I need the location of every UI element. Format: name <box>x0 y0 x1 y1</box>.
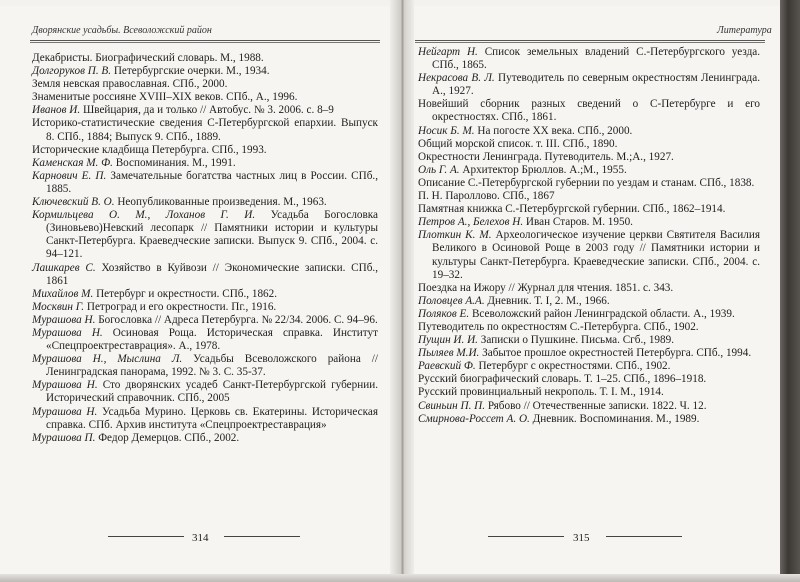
entry-author: Раевский Ф. <box>418 360 476 373</box>
bibliography-entry <box>418 400 760 413</box>
entry-text: Усадьба Мурино. Церковь св. Екатерины. Историческая справка. СПб. Архив института «Спецпроектреставрация» <box>46 405 379 431</box>
bibliography-entry <box>418 308 760 321</box>
entry-text: Знаменитые россияне XVIII–XIX веков. СПб., А., 1996. <box>32 91 298 104</box>
bibliography-entry <box>32 144 378 157</box>
bibliography-entry <box>418 46 760 72</box>
entry-author: Петров А., Белехов Н. <box>418 216 524 229</box>
entry-text: Дневник. Т. I, 2. М., 1966. <box>487 294 610 307</box>
bibliography-entry <box>32 209 378 261</box>
bibliography-entry <box>32 314 378 327</box>
bibliography-entry <box>418 334 760 347</box>
entry-text: Путеводитель по окрестностям С.-Петербурга. СПб., 1902. <box>418 320 699 333</box>
bibliography-entry <box>418 72 760 98</box>
bibliography-entry <box>418 282 760 295</box>
entry-text: Неопубликованные произведения. М., 1963. <box>117 196 327 209</box>
entry-text: Поездка на Ижору // Журнал для чтения. 1851. с. 343. <box>418 281 674 294</box>
bibliography-entry <box>32 65 378 78</box>
bibliography-entry <box>32 432 378 445</box>
bibliography-entry <box>32 262 378 288</box>
left-footer-rule-b <box>224 536 300 537</box>
bibliography-entry <box>418 125 760 138</box>
entry-author: Кормильцева О. М., Лоханов Г. И. <box>32 209 256 222</box>
entry-author: Мурашова Н. <box>32 379 98 392</box>
entry-author: Плоткин К. М. <box>418 229 492 242</box>
bibliography-entry <box>418 373 760 386</box>
entry-author: Мурашова Н., Мыслина Л. <box>32 353 183 366</box>
entry-author: Пыляев М.И. <box>418 347 480 360</box>
entry-text: Русский биографический словарь. Т. 1–25. СПб., 1896–1918. <box>418 373 707 386</box>
bibliography-entry <box>32 104 378 117</box>
left-page-number: 314 <box>192 532 209 544</box>
left-footer-rule-a <box>108 536 184 537</box>
entry-author: Лашкарев С. <box>32 261 96 274</box>
entry-author: Нейгарт Н. <box>418 46 478 58</box>
entry-text: Исторические кладбища Петербурга. СПб., 1993. <box>32 143 267 156</box>
entry-text: Иван Старов. М. 1950. <box>525 216 633 229</box>
entry-text: Забытое прошлое окрестностей Петербурга. СПб., 1994. <box>482 347 752 360</box>
entry-author: Оль Г. А. <box>418 163 460 176</box>
book-bottom-shadow <box>0 574 800 582</box>
book-gutter <box>390 0 414 582</box>
bibliography-entry <box>418 98 760 124</box>
entry-text: Швейцария, да и только // Автобус. № 3. 2006. с. 8–9 <box>82 104 334 117</box>
right-page-number: 315 <box>573 532 590 544</box>
entry-text: Хозяйство в Куйвози // Экономические записки. СПб., 1861 <box>46 261 379 287</box>
bibliography-entry <box>418 347 760 360</box>
entry-author: Мурашова Н. <box>32 326 103 339</box>
entry-text: На погосте ХХ века. СПб., 2000. <box>477 124 633 137</box>
entry-text: Воспоминания. М., 1991. <box>115 156 236 169</box>
entry-text: Осиновая Роща. Историческая справка. Институт «Спецпроектреставрация». А., 1978. <box>46 326 378 353</box>
left-bibliography-list <box>32 52 378 445</box>
entry-author: Долгоруков П. В. <box>32 65 112 78</box>
entry-author: Мурашова Н. <box>32 313 96 326</box>
right-running-head: Литература <box>717 25 772 36</box>
left-running-head: Дворянские усадьбы. Всеволожский район <box>32 25 212 36</box>
entry-text: Новейший сборник разных сведений о С-Петербурге и его окрестностях. СПб., 1861. <box>418 98 760 124</box>
entry-author: Половцев А.А. <box>418 294 485 307</box>
entry-author: Иванов И. <box>32 104 81 117</box>
entry-text: Дневник. Воспоминания. М., 1989. <box>532 412 700 425</box>
entry-author: Пущин И. И. <box>418 334 478 347</box>
entry-text: Архитектор Брюллов. А.;М., 1955. <box>462 163 627 176</box>
entry-text: Окрестности Ленинграда. Путеводитель. М.;А., 1927. <box>418 150 674 163</box>
right-header-rule-thin <box>415 42 765 43</box>
bibliography-entry <box>32 288 378 301</box>
bibliography-entry <box>32 157 378 170</box>
entry-author: Михайлов М. <box>32 287 94 300</box>
entry-text: Богословка // Адреса Петербурга. № 22/34. 2006. С. 94–96. <box>98 313 378 326</box>
entry-author: Некрасова В. Л. <box>418 72 495 85</box>
bibliography-entry <box>32 196 378 209</box>
bibliography-entry <box>418 164 760 177</box>
right-footer-rule-a <box>488 536 564 537</box>
right-header-rule <box>415 40 765 41</box>
entry-text: Рябово // Отечественные записки. 1822. Ч. 12. <box>487 399 707 412</box>
entry-text: Усадьба Богословка (Зиновьево)Невский лесопарк // Памятники истории и культуры Санкт-Петербурга. Краеведческие записки. Выпуск 9. СПб., 2004. с. 94–121. <box>46 209 379 261</box>
bibliography-entry <box>418 177 760 190</box>
bibliography-entry <box>32 91 378 104</box>
entry-author: Каменская М. Ф. <box>32 156 113 169</box>
entry-author: Ключевский В. О. <box>32 196 115 209</box>
entry-text: Памятная книжка С.-Петербургской губернии. СПб., 1862–1914. <box>418 203 726 216</box>
bibliography-entry <box>418 190 760 203</box>
entry-text: Декабристы. Биографический словарь. М., 1988. <box>32 52 264 64</box>
entry-author: Поляков Е. <box>418 307 470 320</box>
entry-text: Описание С.-Петербургской губернии по уездам и станам. СПб., 1838. <box>418 176 755 189</box>
bibliography-entry <box>418 138 760 151</box>
entry-text: Сто дворянских усадеб Санкт-Петербургской губернии. Исторический справочник. СПб., 2005 <box>46 379 378 405</box>
entry-text: П. Н. Пароллово. СПб., 1867 <box>418 190 555 203</box>
entry-text: Петербург и окрестности. СПб., 1862. <box>96 287 278 300</box>
bibliography-entry <box>418 295 760 308</box>
entry-text: Русский провинциальный некрополь. Т. I. М., 1914. <box>418 386 664 399</box>
bibliography-entry <box>418 321 760 334</box>
bibliography-entry <box>418 360 760 373</box>
entry-author: Москвин Г. <box>32 300 85 313</box>
entry-author: Свиньин П. П. <box>418 399 486 412</box>
entry-text: Замечательные богатства частных лиц в России. СПб., 1885. <box>46 169 378 195</box>
bibliography-entry <box>32 170 378 196</box>
entry-text: Список земельных владений С.-Петербургского уезда. СПб., 1865. <box>432 46 761 72</box>
bibliography-entry <box>32 353 378 379</box>
bibliography-entry <box>32 406 378 432</box>
right-footer-rule-b <box>606 536 682 537</box>
bibliography-entry <box>32 301 378 314</box>
left-header-rule <box>30 40 380 41</box>
book-edge <box>780 0 800 582</box>
entry-text: Всеволожский район Ленинградской области. А., 1939. <box>471 307 735 320</box>
bibliography-entry <box>418 216 760 229</box>
entry-text: Историко-статистические сведения С-Петербургской епархии. Выпуск 8. СПб., 1884; Выпуск 9. СПб., 1889. <box>32 117 378 143</box>
entry-text: Общий морской список. т. III. СПб., 1890. <box>418 137 618 150</box>
bibliography-entry <box>32 78 378 91</box>
bibliography-entry <box>418 386 760 399</box>
bibliography-entry <box>418 413 760 426</box>
entry-author: Мурашова Н. <box>32 405 98 418</box>
bibliography-entry <box>418 203 760 216</box>
bibliography-entry <box>32 379 378 405</box>
entry-text: Записки о Пушкине. Письма. Сгб., 1989. <box>480 334 675 347</box>
entry-text: Земля невская православная. СПб., 2000. <box>32 78 228 91</box>
entry-author: Носик Б. М. <box>418 124 475 137</box>
entry-author: Мурашова П. <box>32 431 96 444</box>
entry-text: Усадьбы Всеволожского района // Ленинградская панорама, 1992. № 3. С. 35-37. <box>46 353 378 379</box>
entry-text: Путеводитель по северным окрестностям Ленинграда. А., 1927. <box>432 72 760 98</box>
bibliography-entry <box>418 229 760 281</box>
bibliography-entry <box>32 52 378 65</box>
entry-text: Петербург с окрестностями. СПб., 1902. <box>478 360 671 373</box>
entry-author: Смирнова-Россет А. О. <box>418 412 530 425</box>
bibliography-entry <box>418 151 760 164</box>
bibliography-entry <box>32 327 378 353</box>
entry-text: Петроград и его окрестности. Пг., 1916. <box>86 300 277 313</box>
bibliography-entry <box>32 117 378 143</box>
entry-text: Петербургские очерки. М., 1934. <box>113 65 270 78</box>
left-header-rule-thin <box>30 42 380 43</box>
right-bibliography-list <box>418 46 760 426</box>
entry-text: Федор Демерцов. СПб., 2002. <box>98 431 240 444</box>
entry-text: Археологическое изучение церкви Святителя Василия Великого в Осиновой Роще в 2003 году // Памятники истории и культуры Санкт-Петербурга. Краеведческие записки. СПб., 2004. с. 19–32. <box>432 229 760 281</box>
entry-author: Карнович Е. П. <box>32 169 107 182</box>
